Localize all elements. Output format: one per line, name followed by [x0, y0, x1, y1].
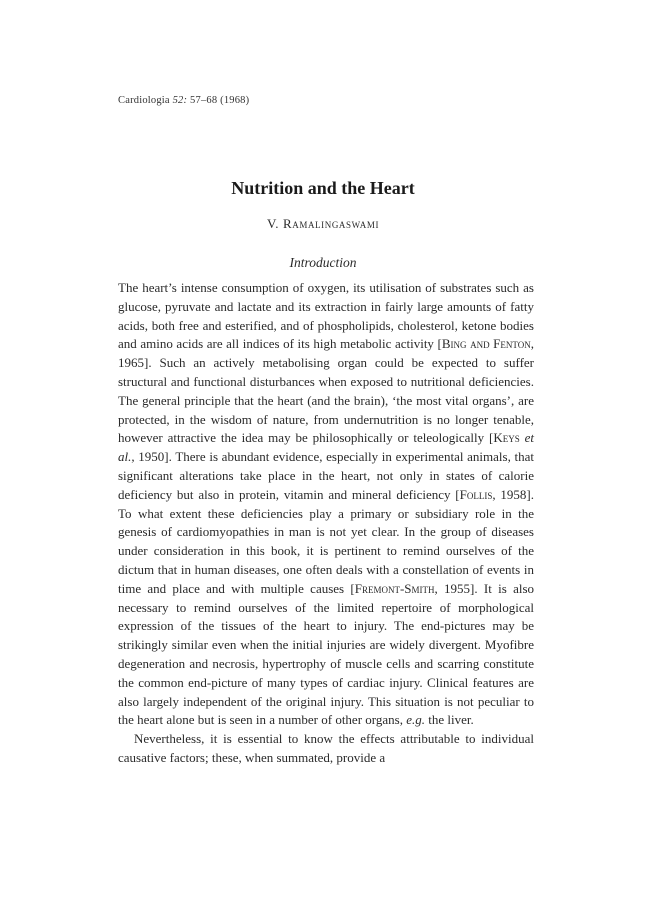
citation-bing-fenton: Bing and Fenton [441, 336, 531, 352]
paragraph-2: Nevertheless, it is essential to know the effects attributable to individual causative factors; these, when summated, provide a [118, 731, 534, 765]
article-body [118, 279, 534, 768]
article-title: Nutrition and the Heart [231, 178, 415, 198]
journal-citation [118, 95, 249, 106]
paragraph-1-text-e: , 1955]. It is also necessary to remind ourselves of the limited repertoire of morphological expression of the tissues of the heart to injury. The end-pictures may be strikingly similar even when the initial injuries are widely divergent. Myofibre degeneration and necrosis, hypertrophy of muscle cells and scarring constitute the common end-picture of many types of cardiac injury. Clinical features are also largely independent of the original injury. This situation is not peculiar to the heart alone but is seen in a number of other organs, [118, 580, 535, 728]
paragraph-1-text-c: 1950]. There is abundant evidence, especially in experimental animals, that significant alterations take place in the heart, not only in states of calorie deficiency but also in protein, vitamin and mineral deficiency [ [118, 449, 534, 502]
journal-pages-year: 57–68 (1968) [190, 95, 250, 106]
paragraph-1 [118, 279, 534, 730]
paragraph-1-text-b: , 1965]. Such an actively metabolising organ could be expected to suffer structural and functional disturbances when exposed to nutritional deficiencies. The general principle that the heart (and the brain), ‘the most vital organs’, are protected, in the wisdom of nature, from undernutrition is no longer tenable, however attractive the idea may be philosophically or teleologically [ [118, 336, 534, 446]
abbrev-eg: e.g. [406, 712, 425, 728]
paragraph-1-text-f: the liver. [424, 712, 474, 728]
journal-name: Cardiologia [118, 95, 170, 106]
paragraph-1-text-d: , 1958]. To what extent these deficiencies play a primary or subsidiary role in the genesis of cardiomyopathies in man is not yet clear. In the group of diseases under consideration in this book, it is pertinent to remind ourselves of the dictum that in human diseases, one often deals with a constellation of events in time and place and with multiple causes [ [118, 486, 534, 596]
article-author [0, 216, 646, 232]
citation-follis: Follis [459, 486, 493, 502]
author-initial: V. [266, 216, 280, 231]
author-surname: Ramalingaswami [282, 216, 380, 231]
journal-volume: 52: [172, 95, 188, 106]
citation-et-al: et al., [118, 430, 534, 465]
citation-fremont-smith: Fremont-Smith [354, 580, 435, 596]
paragraph-1-text-a: The heart’s intense consumption of oxygen, its utilisation of substrates such as glucose, pyruvate and lactate and its extraction in fairly large amounts of fatty acids, both free and esterified, and of phospholipids, cholesterol, ketone bodies and amino acids are all indices of its high metabolic activity [ [118, 280, 534, 352]
citation-keys: Keys [493, 430, 520, 446]
section-heading: Introduction [289, 255, 357, 270]
